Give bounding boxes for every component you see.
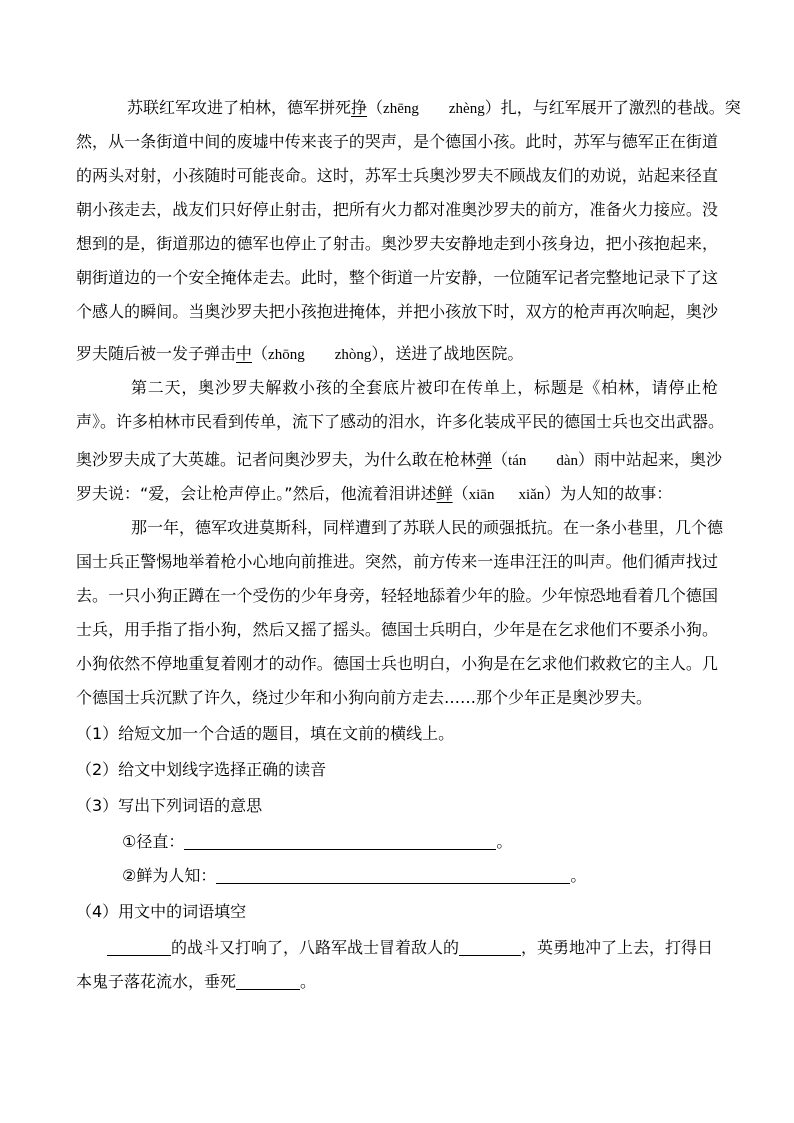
p1-line-5: 想到的是，街道那边的德军也停止了射击。奥沙罗夫安静地走到小孩身边，把小孩抱起来， (76, 234, 718, 253)
question-4-line-1 (107, 932, 713, 964)
pinyin-option[interactable]: xiǎn (518, 487, 545, 503)
pinyin-option[interactable]: zhèng (448, 101, 485, 117)
p1-line-2: 然，从一条街道中间的废墟中传来丧子的哭声，是个德国小孩。此时，苏军与德军正在街道 (76, 132, 718, 151)
p1-line-1 (127, 92, 741, 125)
p1-line-6: 朝街道边的一个安全掩体走去。此时，整个街道一片安静，一位随军记者完整地记录下了这 (76, 268, 718, 287)
p2-line-4 (76, 478, 672, 511)
p3-line-1: 那一年，德军攻进莫斯科，同样遭到了苏联人民的顽强抵抗。在一条小巷里，几个德 (131, 518, 724, 537)
text: ）扎，与红军展开了激烈的巷战。突 (484, 98, 741, 117)
text: 奥沙罗夫成了大英雄。记者问奥沙罗夫，为什么敢在枪林 (76, 450, 477, 469)
p3-line-3: 去。一只小狗正蹲在一个受伤的少年身旁，轻轻地舔着少年的脸。少年惊恐地看着几个德国 (76, 586, 718, 605)
q3b-label: ②鲜为人知： (122, 866, 217, 885)
text: 的战斗又打响了，八路军战士冒着敌人的 (171, 938, 460, 957)
question-3a (122, 826, 512, 858)
q3a-label: ①径直： (122, 832, 185, 851)
answer-blank-q4-2[interactable] (459, 937, 521, 956)
text: ）为人知的故事： (544, 484, 673, 503)
underlined-char: 中 (236, 344, 253, 363)
text: （ (492, 450, 509, 469)
text: ），送进了战地医院。 (371, 344, 524, 363)
text: ）雨中站起来，奥沙 (578, 450, 723, 469)
p1-line-7: 个感人的瞬间。当奥沙罗夫把小孩抱进掩体，并把小孩放下时，双方的枪声再次响起，奥沙 (76, 302, 718, 321)
answer-blank-q3a[interactable] (184, 831, 496, 850)
p3-line-5: 小狗依然不停地重复着刚才的动作。德国士兵也明白，小狗是在乞求他们救救它的主人。几 (76, 654, 718, 673)
question-4-line-2 (76, 966, 316, 998)
question-3: （3）写出下列词语的意思 (76, 796, 263, 815)
p1-line-8 (76, 338, 523, 371)
p3-line-6: 个德国士兵沉默了许久，绕过少年和小狗向前方走去……那个少年正是奥沙罗夫。 (76, 688, 653, 707)
text: 本鬼子落花流水，垂死 (76, 972, 237, 991)
text: （ (452, 484, 469, 503)
text: 苏联红军攻进了柏林，德军拼死 (127, 98, 352, 117)
p3-line-4: 士兵，用手指了指小狗，然后又摇了摇头。德国士兵明白，少年是在乞求他们不要杀小狗。 (76, 620, 718, 639)
text: （ (252, 344, 269, 363)
answer-blank-q4-1[interactable] (107, 937, 171, 956)
underlined-char: 挣 (351, 98, 368, 117)
text: 。 (570, 866, 587, 885)
pinyin-option[interactable]: xiān (468, 487, 495, 503)
p2-line-1: 第二天，奥沙罗夫解救小孩的全套底片被印在传单上，标题是《柏林，请停止枪 (131, 378, 718, 397)
pinyin-option[interactable]: tán (508, 453, 527, 469)
underlined-char: 弹 (476, 450, 493, 469)
pinyin-option[interactable]: dàn (556, 453, 579, 469)
question-2: （2）给文中划线字选择正确的读音 (76, 760, 327, 779)
question-4: （4）用文中的词语填空 (76, 902, 247, 921)
pinyin-option[interactable]: zhēng (383, 101, 419, 117)
p2-line-2: 声》。许多柏林市民看到传单，流下了感动的泪水，许多化装成平民的德国士兵也交出武器。 (76, 412, 725, 431)
text: 。 (300, 972, 317, 991)
question-1: （1）给短文加一个合适的题目，填在文前的横线上。 (76, 724, 455, 743)
p1-line-4: 朝小孩走去，战友们只好停止射击，把所有火力都对准奥沙罗夫的前方，准备火力接应。没 (76, 200, 718, 219)
underlined-char: 鲜 (436, 484, 453, 503)
p3-line-2: 国士兵正警惕地举着枪小心地向前推进。突然，前方传来一连串汪汪的叫声。他们循声找过 (76, 552, 718, 571)
question-3b (122, 860, 586, 892)
text: ，英勇地冲了上去，打得日 (521, 938, 714, 957)
text: 罗夫随后被一发子弹击 (76, 344, 237, 363)
text: （ (367, 98, 384, 117)
pinyin-option[interactable]: zhōng (268, 347, 305, 363)
p2-line-3 (76, 444, 722, 477)
answer-blank-q4-3[interactable] (236, 971, 300, 990)
answer-blank-q3b[interactable] (216, 865, 570, 884)
p1-line-3: 的两头对射，小孩随时可能丧命。这时，苏军士兵奥沙罗夫不顾战友们的劝说，站起来径直 (76, 166, 718, 185)
text: 。 (496, 832, 513, 851)
text: 罗夫说：“爱，会让枪声停止。”然后，他流着泪讲述 (76, 484, 437, 503)
pinyin-option[interactable]: zhòng (334, 347, 372, 363)
